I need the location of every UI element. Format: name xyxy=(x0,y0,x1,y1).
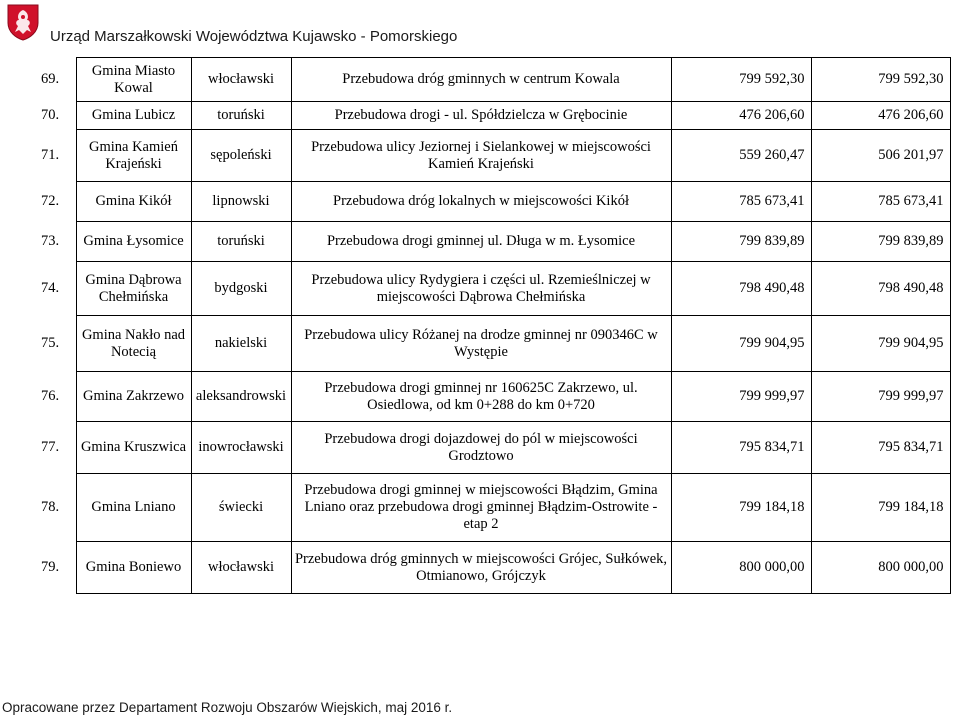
row-number: 70. xyxy=(41,107,60,123)
zadanie-cell: Przebudowa dróg gminnych w miejscowości Grójec, Sułkówek, Otmianowo, Grójczyk xyxy=(291,542,671,594)
row-number: 79. xyxy=(41,559,60,575)
dofinansowanie-cell: 476 206,60 xyxy=(811,102,950,130)
koszt-cell: 476 206,60 xyxy=(671,102,811,130)
powiat-cell: inowrocławski xyxy=(191,422,291,474)
dofinansowanie-cell: 799 904,95 xyxy=(811,316,950,372)
coat-of-arms-logo xyxy=(6,3,40,41)
gmina-cell: Gmina Kruszwica xyxy=(76,422,191,474)
dofinansowanie-cell: 800 000,00 xyxy=(811,542,950,594)
koszt-cell: 798 490,48 xyxy=(671,262,811,316)
zadanie-cell: Przebudowa drogi - ul. Spółdzielcza w Grębocinie xyxy=(291,102,671,130)
koszt-cell: 799 904,95 xyxy=(671,316,811,372)
table-row xyxy=(38,316,950,372)
zadanie-cell: Przebudowa ulicy Jeziornej i Sielankowej w miejscowości Kamień Krajeński xyxy=(291,130,671,182)
dofinansowanie-cell: 795 834,71 xyxy=(811,422,950,474)
row-number: 71. xyxy=(41,147,60,163)
zadanie-cell: Przebudowa drogi gminnej w miejscowości Błądzim, Gmina Lniano oraz przebudowa drogi gminnej Błądzim-Ostrowite - etap 2 xyxy=(291,474,671,542)
gmina-cell: Gmina Łysomice xyxy=(76,222,191,262)
zadanie-cell: Przebudowa dróg lokalnych w miejscowości Kikół xyxy=(291,182,671,222)
powiat-cell: toruński xyxy=(191,222,291,262)
row-number: 72. xyxy=(41,193,60,209)
powiat-cell: świecki xyxy=(191,474,291,542)
powiat-cell: aleksandrowski xyxy=(191,372,291,422)
row-number: 76. xyxy=(41,388,60,404)
zadanie-cell: Przebudowa drogi gminnej ul. Długa w m. Łysomice xyxy=(291,222,671,262)
zadanie-cell: Przebudowa ulicy Rydygiera i części ul. Rzemieślniczej w miejscowości Dąbrowa Chełmińska xyxy=(291,262,671,316)
gmina-cell: Gmina Dąbrowa Chełmińska xyxy=(76,262,191,316)
row-number: 73. xyxy=(41,233,60,249)
zadanie-cell: Przebudowa ulicy Różanej na drodze gminnej nr 090346C w Występie xyxy=(291,316,671,372)
dofinansowanie-cell: 799 839,89 xyxy=(811,222,950,262)
powiat-cell: sępoleński xyxy=(191,130,291,182)
koszt-cell: 799 184,18 xyxy=(671,474,811,542)
row-number: 78. xyxy=(41,499,60,515)
powiat-cell: włocławski xyxy=(191,58,291,102)
header-title: Urząd Marszałkowski Województwa Kujawsko - Pomorskiego xyxy=(50,28,458,45)
table-row xyxy=(38,58,950,102)
dofinansowanie-cell: 799 999,97 xyxy=(811,372,950,422)
gmina-cell: Gmina Lniano xyxy=(76,474,191,542)
row-number: 74. xyxy=(41,280,60,296)
table-row xyxy=(38,130,950,182)
gmina-cell: Gmina Zakrzewo xyxy=(76,372,191,422)
table-row xyxy=(38,102,950,130)
zadanie-cell: Przebudowa dróg gminnych w centrum Kowala xyxy=(291,58,671,102)
row-number: 77. xyxy=(41,439,60,455)
powiat-cell: lipnowski xyxy=(191,182,291,222)
powiat-cell: toruński xyxy=(191,102,291,130)
table-row xyxy=(38,222,950,262)
row-number: 69. xyxy=(41,71,60,87)
gmina-cell: Gmina Miasto Kowal xyxy=(76,58,191,102)
powiat-cell: włocławski xyxy=(191,542,291,594)
powiat-cell: nakielski xyxy=(191,316,291,372)
koszt-cell: 559 260,47 xyxy=(671,130,811,182)
zadanie-cell: Przebudowa drogi gminnej nr 160625C Zakrzewo, ul. Osiedlowa, od km 0+288 do km 0+720 xyxy=(291,372,671,422)
gmina-cell: Gmina Boniewo xyxy=(76,542,191,594)
koszt-cell: 799 999,97 xyxy=(671,372,811,422)
gmina-cell: Gmina Lubicz xyxy=(76,102,191,130)
dofinansowanie-cell: 785 673,41 xyxy=(811,182,950,222)
koszt-cell: 800 000,00 xyxy=(671,542,811,594)
dofinansowanie-cell: 798 490,48 xyxy=(811,262,950,316)
koszt-cell: 785 673,41 xyxy=(671,182,811,222)
row-number: 75. xyxy=(41,335,60,351)
zadanie-cell: Przebudowa drogi dojazdowej do pól w miejscowości Grodztowo xyxy=(291,422,671,474)
koszt-cell: 799 592,30 xyxy=(671,58,811,102)
koszt-cell: 795 834,71 xyxy=(671,422,811,474)
page-header xyxy=(0,0,960,52)
koszt-cell: 799 839,89 xyxy=(671,222,811,262)
dofinansowanie-cell: 506 201,97 xyxy=(811,130,950,182)
table-row xyxy=(38,262,950,316)
powiat-cell: bydgoski xyxy=(191,262,291,316)
table-row xyxy=(38,474,950,542)
table-row xyxy=(38,182,950,222)
dofinansowanie-cell: 799 592,30 xyxy=(811,58,950,102)
table-row xyxy=(38,422,950,474)
gmina-cell: Gmina Kamień Krajeński xyxy=(76,130,191,182)
gmina-cell: Gmina Kikół xyxy=(76,182,191,222)
funding-table xyxy=(38,57,951,594)
table-row xyxy=(38,542,950,594)
footer-note: Opracowane przez Departament Rozwoju Obszarów Wiejskich, maj 2016 r. xyxy=(2,700,453,715)
table-row xyxy=(38,372,950,422)
gmina-cell: Gmina Nakło nad Notecią xyxy=(76,316,191,372)
dofinansowanie-cell: 799 184,18 xyxy=(811,474,950,542)
